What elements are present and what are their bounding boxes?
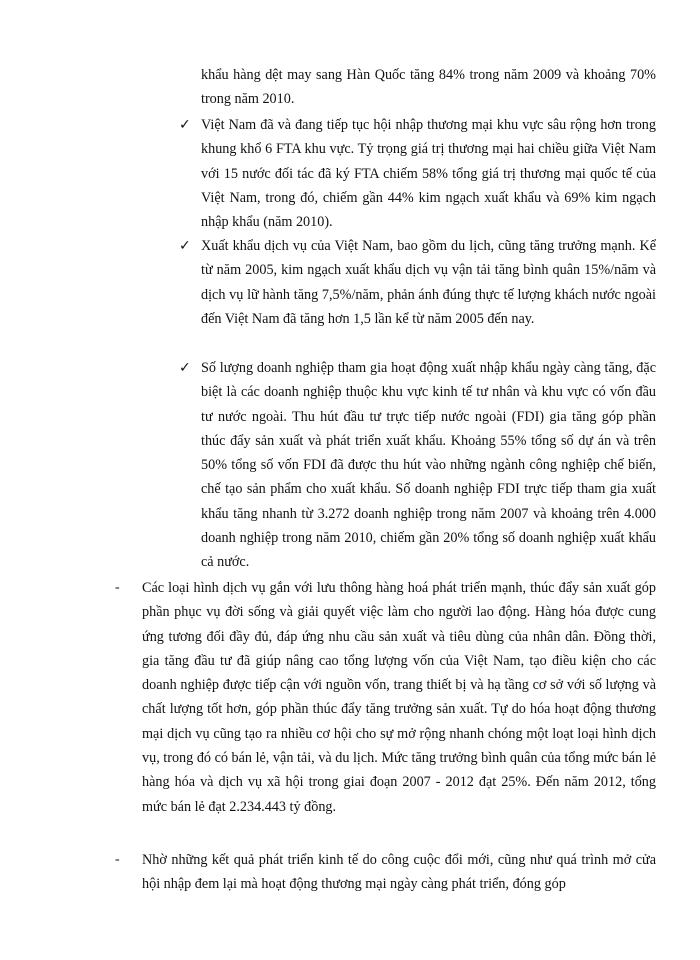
dash-bullet-icon: -	[115, 852, 120, 867]
check-mark-icon: ✓	[179, 117, 191, 133]
continuation-paragraph: khẩu hàng dệt may sang Hàn Quốc tăng 84% trong năm 2009 và khoảng 70% trong năm 2010.	[201, 67, 656, 108]
check-item-text: Việt Nam đã và đang tiếp tục hội nhập thương mại khu vực sâu rộng hơn trong khung khổ 6 FTA khu vực. Tỷ trọng giá trị thương mại hai chiều giữa Việt Nam với 15 nước đối tác đã ký FTA chiếm 58% tổng giá trị thương mại quốc tế của Việt Nam, trong đó, chiếm gần 44% kim ngạch xuất khẩu và 69% kim ngạch nhập khẩu (năm 2010).	[201, 117, 656, 231]
check-mark-icon: ✓	[179, 238, 191, 254]
dash-item-text: Nhờ những kết quả phát triển kinh tế do công cuộc đổi mới, cũng như quá trình mở cửa hội nhập đem lại mà hoạt động thương mại ngày càng phát triển, đóng góp	[142, 852, 656, 893]
check-item-3	[179, 356, 656, 575]
check-mark-icon: ✓	[179, 360, 191, 376]
dash-item-2	[115, 848, 656, 897]
dash-item-1	[115, 576, 656, 819]
check-item-text: Xuất khẩu dịch vụ của Việt Nam, bao gồm du lịch, cũng tăng trưởng mạnh. Kể từ năm 2005, kim ngạch xuất khẩu dịch vụ vận tải tăng bình quân 15%/năm và dịch vụ lữ hành tăng 7,5%/năm, phản ánh đúng thực tế lượng khách nước ngoài đến Việt Nam đã tăng hơn 1,5 lần kể từ năm 2005 đến nay.	[201, 238, 656, 327]
dash-item-text: Các loại hình dịch vụ gắn với lưu thông hàng hoá phát triển mạnh, thúc đẩy sản xuất góp phần phục vụ đời sống và giải quyết việc làm cho người lao động. Hàng hóa được cung ứng tương đối đầy đủ, đáp ứng nhu cầu sản xuất và tiêu dùng của nhân dân. Đồng thời, gia tăng đầu tư đã giúp nâng cao tổng lượng vốn của Việt Nam, tạo điều kiện cho các doanh nghiệp được tiếp cận với nguồn vốn, trang thiết bị và hạ tầng cơ sở với số lượng và chất lượng tốt hơn, góp phần thúc đẩy tăng trưởng sản xuất. Tự do hóa hoạt động thương mại dịch vụ cũng tạo ra nhiều cơ hội cho sự mở rộng nhanh chóng một loạt loại hình dịch vụ, trong đó có bán lẻ, vận tải, và du lịch. Mức tăng trưởng bình quân của tổng mức bán lẻ hàng hóa và dịch vụ xã hội trong giai đoạn 2007 - 2012 đạt 25%. Đến năm 2012, tổng mức bán lẻ đạt 2.234.443 tỷ đồng.	[142, 580, 656, 815]
check-item-1	[179, 113, 656, 234]
dash-bullet-icon: -	[115, 580, 120, 595]
check-item-2	[179, 234, 656, 331]
check-item-text: Số lượng doanh nghiệp tham gia hoạt động xuất nhập khẩu ngày càng tăng, đặc biệt là các doanh nghiệp thuộc khu vực kinh tế tư nhân và khu vực có vốn đầu tư nước ngoài. Thu hút đầu tư trực tiếp nước ngoài (FDI) gia tăng góp phần thúc đẩy sản xuất và phát triển xuất khẩu. Khoảng 55% tổng số dự án và trên 50% tổng số vốn FDI đã được thu hút vào những ngành công nghiệp chế biến, chế tạo sản phẩm cho xuất khẩu. Số doanh nghiệp FDI trực tiếp tham gia xuất khẩu tăng nhanh từ 3.272 doanh nghiệp trong năm 2007 và khoảng trên 4.000 doanh nghiệp trong năm 2010, chiếm gần 20% tổng số doanh nghiệp xuất khẩu cả nước.	[201, 360, 656, 571]
